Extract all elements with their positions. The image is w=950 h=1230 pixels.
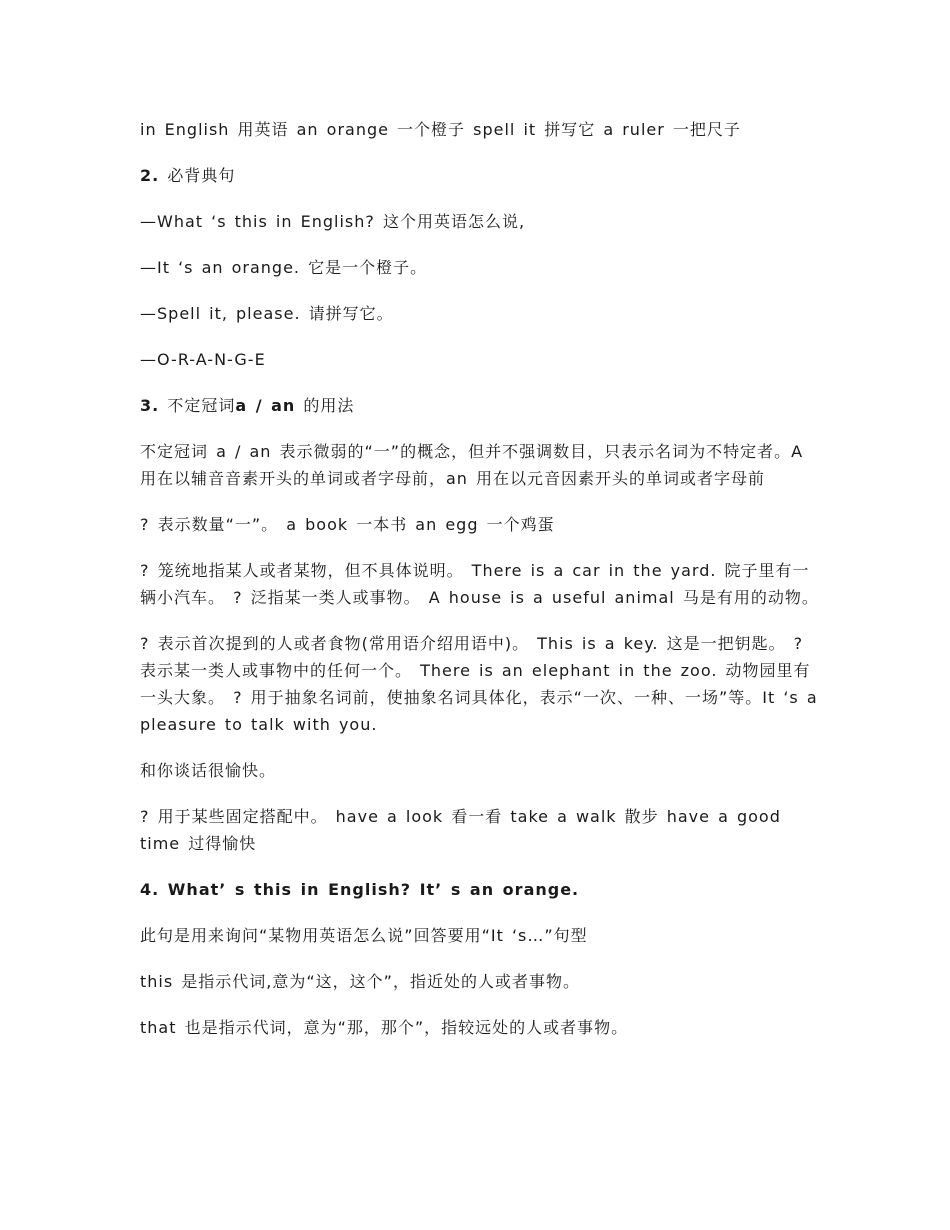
- pattern-explanation: 此句是用来询问“某物用英语怎么说”回答要用“It ‘s…”句型: [140, 926, 588, 945]
- pronoun-this: this 是指示代词,意为“这，这个”，指近处的人或者事物。: [140, 972, 580, 991]
- usage-item: ? 表示数量“一”。 a book 一本书 an egg 一个鸡蛋: [140, 515, 555, 534]
- usage-item: ? 表示首次提到的人或者食物(常用语介绍用语中)。 This is a key. 这是一把钥匙。 ? 表示某一类人或事物中的任何一个。 There is an elephant in the zoo. 动物园里有一头大象。 ? 用于抽象名词前，使抽象名词具体化，表示“一次、一种、一场”等。It ‘s a pleasure to talk with you.: [140, 634, 826, 734]
- vocab-line: in English 用英语 an orange 一个橙子 spell it 拼写它 a ruler 一把尺子: [140, 120, 741, 139]
- heading-key-sentences: [140, 162, 820, 189]
- heading-text-before: 不定冠词: [167, 396, 236, 415]
- heading-articles: [140, 392, 820, 419]
- heading-text-after: 的用法: [303, 396, 355, 415]
- article-explanation: 不定冠词 a / an 表示微弱的“一”的概念，但并不强调数目，只表示名词为不特定者。A 用在以辅音音素开头的单词或者字母前，an 用在以元音因素开头的单词或者字母前: [140, 442, 812, 488]
- usage-item: ? 笼统地指某人或者某物，但不具体说明。 There is a car in the yard. 院子里有一辆小汽车。 ? 泛指某一类人或事物。 A house is a useful animal 马是有用的动物。: [140, 561, 819, 607]
- heading-bold-term: a / an: [235, 396, 296, 415]
- pronoun-that: that 也是指示代词，意为“那，那个”，指较远处的人或者事物。: [140, 1018, 629, 1037]
- heading-sentence-pattern: 4. What’ s this in English? It’ s an orange.: [140, 880, 580, 899]
- document-page: [140, 116, 826, 1060]
- dialogue-line: —Spell it, please. 请拼写它。: [140, 304, 394, 323]
- dialogue-line: —What ‘s this in English? 这个用英语怎么说,: [140, 212, 526, 231]
- dialogue-line: —O-R-A-N-G-E: [140, 350, 266, 369]
- usage-item: ? 用于某些固定搭配中。 have a look 看一看 take a walk 散步 have a good time 过得愉快: [140, 807, 789, 853]
- dialogue-line: —It ‘s an orange. 它是一个橙子。: [140, 258, 428, 277]
- heading-number: 2.: [140, 166, 160, 185]
- heading-text: 必背典句: [167, 166, 236, 185]
- heading-number: 3.: [140, 396, 160, 415]
- translation-line: 和你谈话很愉快。: [140, 761, 277, 780]
